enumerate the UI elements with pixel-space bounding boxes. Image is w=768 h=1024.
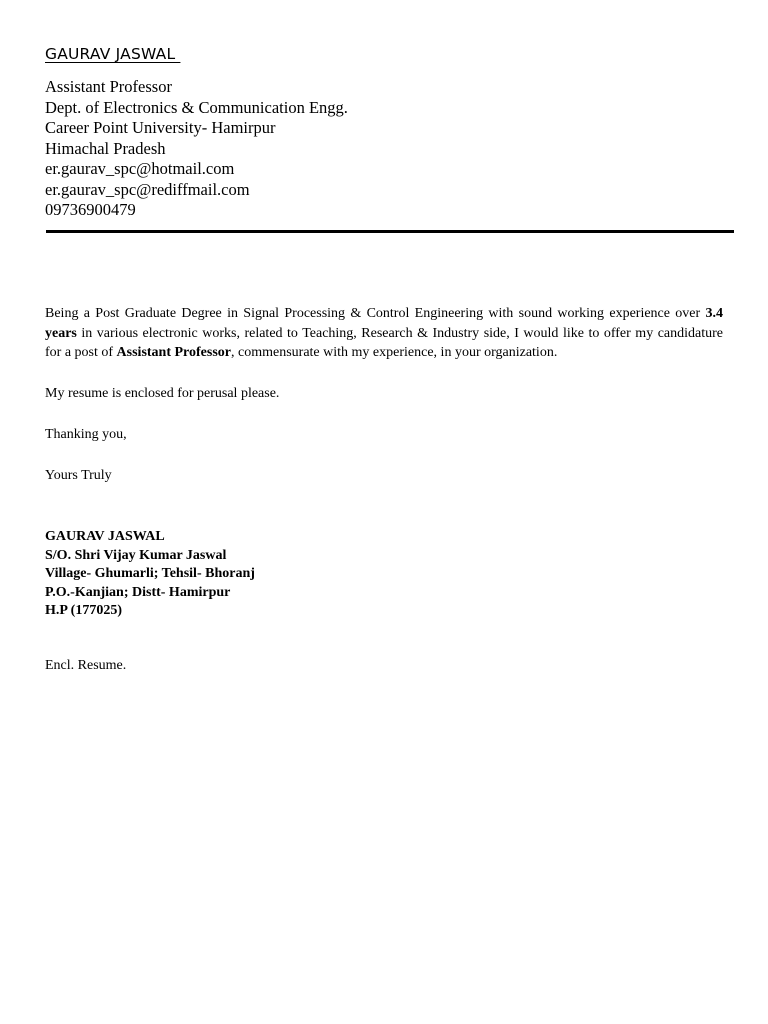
phone-number: 09736900479 — [45, 200, 136, 219]
thanks-line: Thanking you, — [45, 427, 127, 442]
signature-post-office: P.O.-Kanjian; Distt- Hamirpur — [45, 584, 231, 600]
applied-post: Assistant Professor — [116, 345, 232, 360]
intro-text-part2: in various electronic works, related to Teaching, Research & Industry side, I would like to offer my candidature for a post of — [45, 325, 723, 360]
enclosure-note: Encl. Resume. — [45, 658, 127, 673]
intro-text-part3: , commensurate with my experience, in your organization. — [231, 345, 558, 360]
resume-note: My resume is enclosed for perusal please. — [45, 386, 280, 401]
job-title: Assistant Professor — [45, 77, 172, 96]
header-name: GAURAV JASWAL — [45, 45, 181, 63]
department: Dept. of Electronics & Communication Engg. — [45, 97, 348, 117]
signature-pin: H.P (177025) — [45, 603, 122, 618]
signature-block — [45, 528, 255, 621]
intro-paragraph — [45, 304, 723, 363]
signature-name: GAURAV JASWAL — [45, 529, 165, 544]
state: Himachal Pradesh — [45, 138, 166, 158]
email-rediffmail: er.gaurav_spc@rediffmail.com — [45, 179, 250, 199]
signature-village: Village- Ghumarli; Tehsil- Bhoranj — [45, 566, 255, 581]
intro-text-part1: Being a Post Graduate Degree in Signal Processing & Control Engineering with sound working experience over — [45, 306, 706, 321]
signature-parent: S/O. Shri Vijay Kumar Jaswal — [45, 547, 227, 563]
header-divider — [46, 230, 734, 233]
contact-block — [45, 77, 348, 221]
email-hotmail: er.gaurav_spc@hotmail.com — [45, 159, 235, 178]
closing-line: Yours Truly — [45, 468, 112, 483]
experience-years: 3.4 years — [45, 306, 723, 341]
university: Career Point University- Hamirpur — [45, 118, 276, 137]
